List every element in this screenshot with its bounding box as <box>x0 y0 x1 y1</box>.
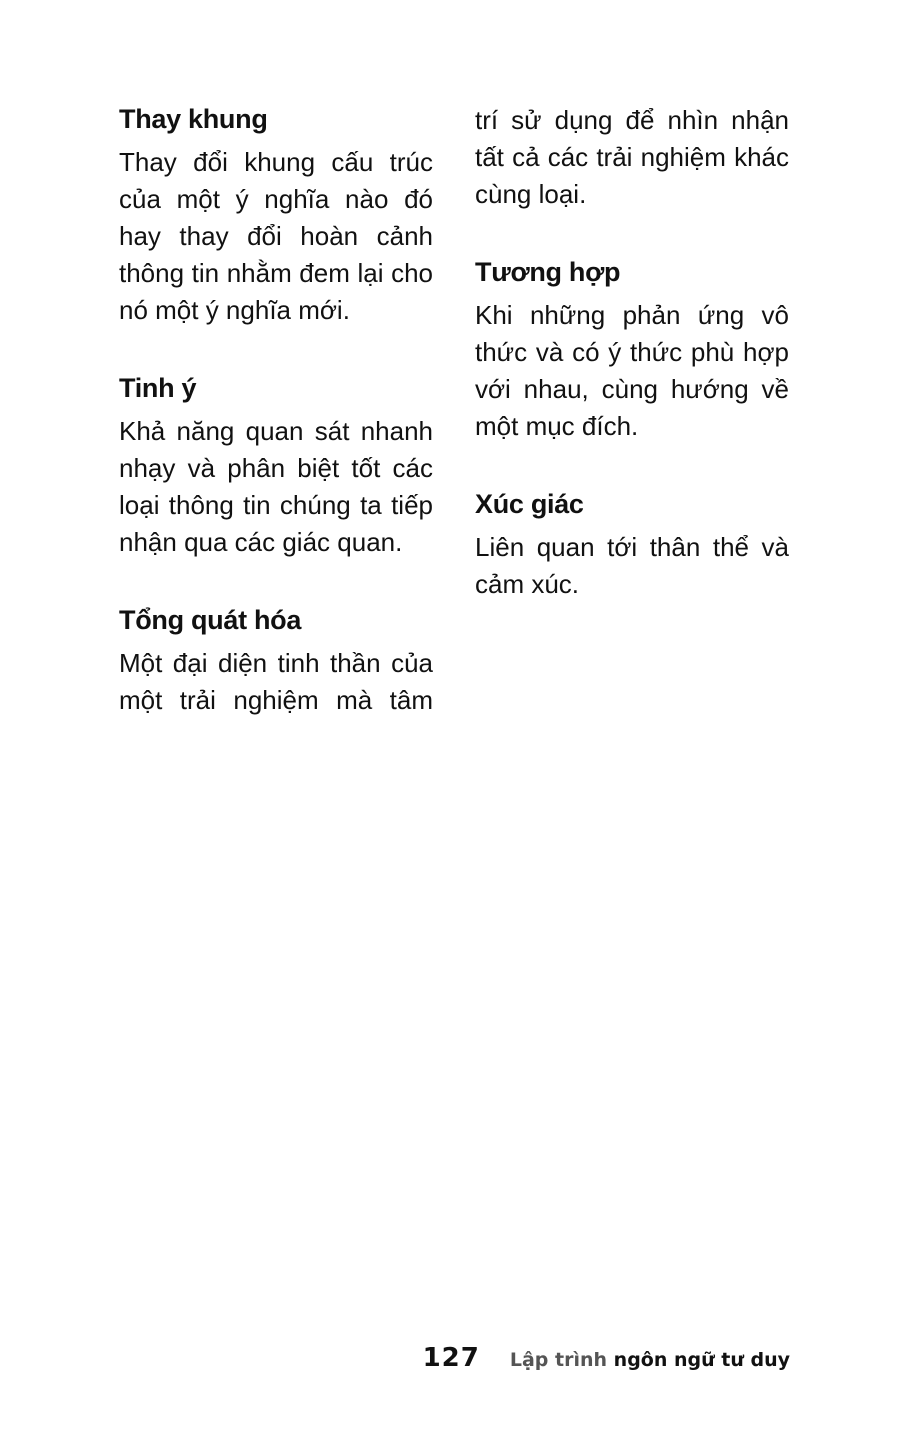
glossary-term: Tương hợp <box>475 257 621 287</box>
glossary-definition: Liên quan tới thân thể và cảm xúc. <box>475 532 789 599</box>
glossary-definition: Thay đổi khung cấu trúc của một ý nghĩa nào đó hay thay đổi hoàn cảnh thông tin nhằm đem lại cho nó một ý nghĩa mới. <box>119 147 433 325</box>
glossary-entry-tong-quat-hoa <box>119 601 433 719</box>
page-number: 127 <box>422 1343 480 1373</box>
glossary-entry-thay-khung <box>119 100 433 329</box>
glossary-definition: Khi những phản ứng vô thức và có ý thức phù hợp với nhau, cùng hướng về một mục đích. <box>475 300 789 441</box>
glossary-entry-tuong-hop <box>475 253 789 445</box>
running-title-part1: Lập trình <box>509 1349 608 1371</box>
page-footer <box>423 1343 790 1373</box>
glossary-definition: Một đại diện tinh thần của một trải nghiệm mà tâm <box>119 648 433 715</box>
glossary-continuation <box>475 102 789 213</box>
running-title-part2: ngôn ngữ tư duy <box>613 1349 790 1371</box>
left-column <box>119 100 433 759</box>
right-column <box>475 100 789 643</box>
glossary-term: Tinh ý <box>119 373 197 403</box>
glossary-entry-xuc-giac <box>475 485 789 603</box>
glossary-entry-tinh-y <box>119 369 433 561</box>
glossary-definition-continued: trí sử dụng để nhìn nhận tất cả các trải nghiệm khác cùng loại. <box>475 105 789 209</box>
glossary-term: Tổng quát hóa <box>119 605 302 635</box>
glossary-definition: Khả năng quan sát nhanh nhạy và phân biệt tốt các loại thông tin chúng ta tiếp nhận qua các giác quan. <box>119 416 433 557</box>
glossary-term: Xúc giác <box>475 489 584 519</box>
glossary-term: Thay khung <box>119 104 268 134</box>
running-title <box>510 1349 790 1371</box>
